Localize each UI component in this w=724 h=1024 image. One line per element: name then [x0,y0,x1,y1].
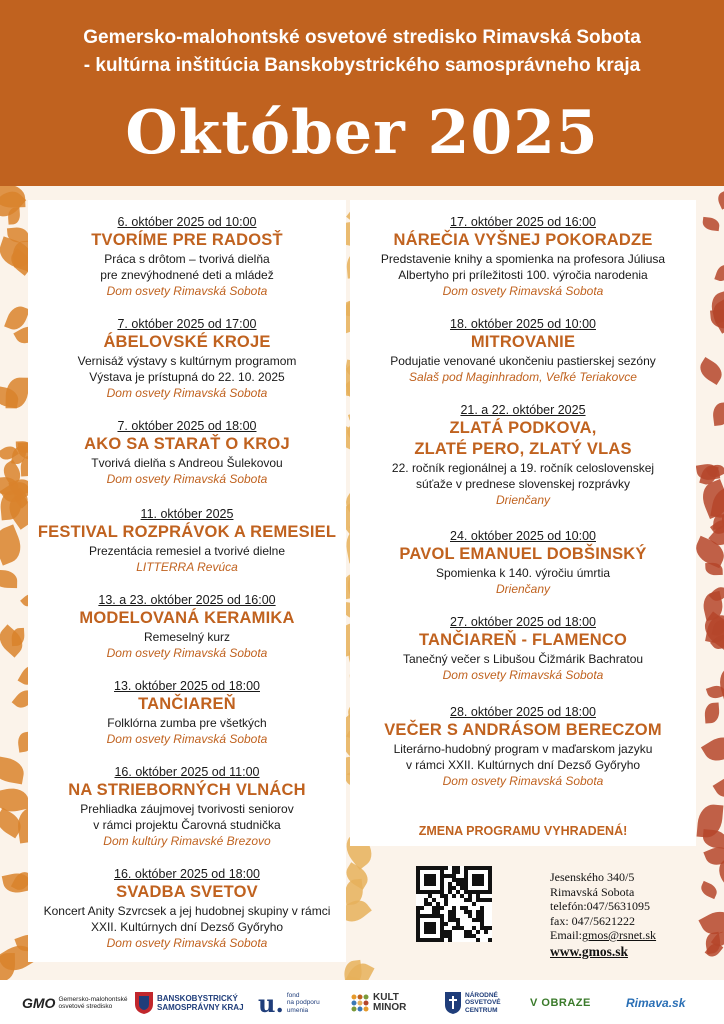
event-card [28,214,346,299]
leaf-decoration [6,377,29,408]
event-description: XXII. Kultúrnych dní Dezső Győryho [90,920,284,934]
event-name-line-2: ZLATÉ PERO, ZLATÝ VLAS [414,440,632,458]
event-name: VEČER S ANDRÁSOM BERECZOM [384,721,662,739]
event-date: 16. október 2025 od 18:00 [114,867,260,881]
leaf-decoration [715,190,724,209]
event-place: Drienčany [495,493,551,507]
event-place: Dom osvety Rimavská Sobota [106,732,268,746]
event-date: 7. október 2025 od 18:00 [117,419,257,433]
event-card [28,418,346,487]
bbsk-text-line-1: BANSKOBYSTRICKÝ [157,994,238,1003]
event-name: AKO SA STARAŤ O KROJ [84,435,290,453]
event-name: TVORÍME PRE RADOSŤ [91,231,283,249]
qr-module [472,902,476,906]
event-name: ÁBELOVSKÉ KROJE [103,333,271,351]
noc-text-line-2: OSVETOVÉ [465,999,501,1007]
phone-number: telefón:047/5631095 [550,899,650,913]
kult-minor-text [373,993,406,1013]
event-card [28,506,346,575]
event-description: Práca s drôtom – tvorivá dielňa [104,252,270,266]
event-name: MODELOVANÁ KERAMIKA [79,609,295,627]
qr-module [444,902,448,906]
event-place: LITTERRA Revúca [136,560,238,574]
fpu-logo-mark: u. [258,988,284,1018]
rimava-sk-logo[interactable] [626,988,685,1018]
event-card [28,316,346,401]
event-card [350,704,696,789]
bbsk-logo-text [157,994,244,1012]
leaf-decoration [699,881,719,899]
bbsk-logo[interactable] [134,988,244,1018]
leaf-decoration [0,524,26,565]
event-card [28,866,346,951]
event-description: Podujatie venované ukončeniu pastierskej sezóny [390,354,656,368]
event-card [350,614,696,683]
fond-na-podporu-umenia-logo[interactable] [258,988,320,1018]
qr-module [432,882,436,886]
event-description: súťaže v prednese slovenskej rozprávky [416,477,630,491]
leaf-decoration [701,732,724,767]
qr-code[interactable] [416,866,492,942]
gmo-logo[interactable] [22,988,127,1018]
organization-line-2: - kultúrna inštitúcia Banskobystrického samosprávneho kraja [83,55,641,76]
event-description: Folklórna zumba pre všetkých [107,716,267,730]
event-description: Koncert Anity Szvrcsek a jej hudobnej skupiny v rámci [43,904,331,918]
qr-module [444,866,448,870]
leaf-decoration [702,829,724,849]
qr-module [440,938,444,942]
qr-module [432,930,436,934]
qr-module [476,938,480,942]
noc-text-line-3: CENTRUM [465,1006,498,1014]
event-date: 27. október 2025 od 18:00 [450,615,596,629]
leaf-decoration [712,402,724,426]
rimava-sk-text: Rimava.sk [626,996,686,1010]
website-link[interactable]: www.gmos.sk [550,943,629,959]
qr-module [488,898,492,902]
event-card [28,678,346,747]
event-name: PAVOL EMANUEL DOBŠINSKÝ [399,545,647,563]
event-card [28,764,346,849]
event-date: 13. október 2025 od 18:00 [114,679,260,693]
gmo-logo-mark: GMO [22,995,56,1011]
event-description: 22. ročník regionálnej a 19. ročník celoslovenskej [391,461,655,475]
qr-module [452,894,456,898]
event-date: 24. október 2025 od 10:00 [450,529,596,543]
event-place: Dom osvety Rimavská Sobota [442,668,604,682]
gmo-text-line-2: osvetové stredisko [58,1003,113,1010]
kult-minor-dots-icon [350,993,370,1013]
qr-module [456,870,460,874]
event-name: MITROVANIE [470,333,576,351]
event-description: v rámci projektu Čarovná studnička [93,818,281,832]
events-column-left [28,200,346,962]
leaf-decoration [704,703,720,724]
event-name: SVADBA SVETOV [116,883,258,901]
qr-module [480,882,484,886]
leaf-decoration [714,262,724,282]
event-place: Drienčany [495,582,551,596]
event-name: TANČIAREŇ [138,695,236,713]
event-date: 16. október 2025 od 11:00 [114,765,260,779]
v-obraze-text: V OBRAZE [530,997,591,1009]
kult-text-line-2: MINOR [373,1002,407,1013]
fpu-text-line-3: umenia [286,1006,309,1014]
qr-module [484,930,488,934]
event-date: 6. október 2025 od 10:00 [117,215,257,229]
qr-module [476,930,480,934]
noc-shield-icon [444,991,462,1015]
event-description: Remeselný kurz [143,630,231,644]
event-name: ZLATÁ PODKOVA, [449,419,597,437]
leaf-decoration [0,755,26,784]
event-description: v rámci XXII. Kultúrnych dní Dezső Győryho [405,758,641,772]
v-obraze-logo[interactable] [530,988,591,1018]
leaf-decoration [705,562,723,575]
email-label: Email: [550,928,582,942]
email-link[interactable]: gmos@rsnet.sk [582,928,657,942]
qr-module [488,926,492,930]
event-place: Dom osvety Rimavská Sobota [106,386,268,400]
leaf-decoration [0,953,15,980]
event-description: Prehliadka záujmovej tvorivosti seniorov [80,802,294,816]
leaf-decoration [697,479,724,519]
event-date: 28. október 2025 od 18:00 [450,705,596,719]
organization-line-1: Gemersko-malohontské osvetové stredisko Rimavská Sobota [83,27,641,48]
event-date: 11. október 2025 [140,507,234,521]
contact-block [550,870,690,959]
program-change-notice: ZMENA PROGRAMU VYHRADENÁ! [418,824,628,838]
narodne-osvetove-centrum-logo[interactable] [444,988,501,1018]
noc-text-line-1: NÁRODNÉ [465,991,498,999]
leaf-decoration [706,683,724,700]
qr-module [448,938,452,942]
kult-minor-logo[interactable] [350,988,406,1018]
event-name: NÁREČIA VYŠNEJ POKORADZE [393,231,653,249]
noc-logo-text [465,992,501,1015]
fpu-logo-text [287,992,320,1015]
event-card [350,402,696,508]
event-place: Dom kultúry Rimavské Brezovo [103,834,271,848]
event-description: Výstava je prístupná do 22. 10. 2025 [89,370,285,384]
event-description: Literárno-hudobný program v maďarskom jazyku [393,742,653,756]
fax-number: fax: 047/5621222 [550,913,635,928]
event-description: Albertyho pri príležitosti 100. výročia narodenia [398,268,648,282]
leaf-decoration [695,357,724,385]
qr-module [440,906,444,910]
address-street: Jesenského 340/5 [550,870,635,884]
address-city: Rimavská Sobota [550,884,635,899]
event-card [350,214,696,299]
event-name: TANČIAREŇ - FLAMENCO [418,631,628,649]
footer-logos [0,980,724,1024]
events-column-right [350,200,696,846]
fpu-text-line-2: na podporu [286,999,320,1007]
leaf-decoration [0,570,17,588]
event-description: Spomienka k 140. výročiu úmrtia [435,566,611,580]
event-date: 18. október 2025 od 10:00 [450,317,596,331]
gmo-text-line-1: Gemersko-malohontské [58,995,128,1003]
gmo-logo-text [58,996,127,1011]
event-place: Dom osvety Rimavská Sobota [442,284,604,298]
event-place: Dom osvety Rimavská Sobota [106,646,268,660]
event-description: pre znevýhodnené deti a mládež [100,268,274,282]
event-place: Salaš pod Maginhradom, Veľké Teriakovce [409,370,637,384]
event-place: Dom osvety Rimavská Sobota [106,936,268,950]
event-date: 21. a 22. október 2025 [460,403,586,417]
event-card [28,592,346,661]
event-date: 17. október 2025 od 16:00 [450,215,596,229]
event-name: NA STRIEBORNÝCH VLNÁCH [68,781,306,799]
qr-module [488,938,492,942]
bbsk-text-line-2: SAMOSPRÁVNY KRAJ [157,1003,244,1012]
event-description: Tanečný večer s Libušou Čižmárik Bachratou [402,652,644,666]
kult-text-line-1: KULT [373,992,399,1003]
header-banner [0,0,724,186]
event-date: 7. október 2025 od 17:00 [117,317,257,331]
fpu-text-line-1: fond [286,991,300,999]
event-description: Predstavenie knihy a spomienka na profesora Júliusa [380,252,666,266]
qr-module [444,922,448,926]
event-description: Tvorivá dielňa s Andreou Šulekovou [91,456,283,470]
page-title: Október 2025 [125,98,599,168]
bbsk-shield-icon [134,991,154,1015]
email-line [550,928,690,943]
event-card [350,528,696,597]
event-card [350,316,696,385]
event-date: 13. a 23. október 2025 od 16:00 [98,593,276,607]
leaf-decoration [713,772,724,803]
qr-module [420,906,424,910]
event-description: Prezentácia remesiel a tvorivé dielne [88,544,286,558]
qr-module [488,890,492,894]
event-place: Dom osvety Rimavská Sobota [106,472,268,486]
event-place: Dom osvety Rimavská Sobota [442,774,604,788]
event-name: FESTIVAL ROZPRÁVOK A REMESIEL [37,523,337,541]
event-description: Vernisáž výstavy s kultúrnym programom [77,354,297,368]
event-place: Dom osvety Rimavská Sobota [106,284,268,298]
leaf-decoration [702,216,720,230]
